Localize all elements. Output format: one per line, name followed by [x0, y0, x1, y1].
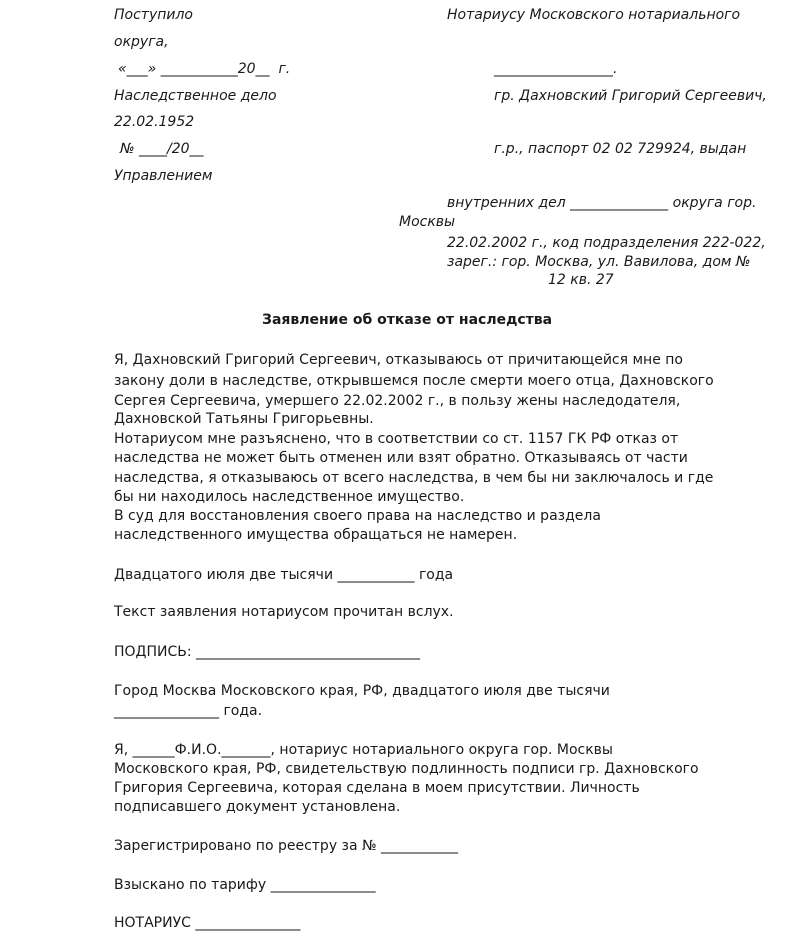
signature-line: ПОДПИСЬ: ________________________________	[114, 644, 421, 660]
read-aloud-line: Текст заявления нотариусом прочитан вслух.	[114, 604, 454, 620]
registered-line: зарег.: гор. Москва, ул. Вавилова, дом №	[447, 254, 751, 270]
date-line: Двадцатого июля две тысячи ___________ года	[114, 567, 454, 583]
apartment-line: 12 кв. 27	[548, 272, 614, 288]
body-line: наследства не может быть отменен или взят обратно. Отказываясь от части	[114, 450, 688, 466]
registry-line: Зарегистрировано по реестру за № ___________	[114, 838, 459, 854]
applicant-name: гр. Дахновский Григорий Сергеевич,	[494, 88, 767, 104]
addressee: Нотариусу Московского нотариального	[447, 7, 741, 23]
received-label: Поступило	[114, 7, 193, 23]
body-line: Я, Дахновский Григорий Сергеевич, отказываюсь от причитающейся мне по	[114, 352, 683, 368]
city-line-year: _______________ года.	[114, 703, 263, 719]
body-line: Нотариусом мне разъяснено, что в соответствии со ст. 1157 ГК РФ отказ от	[114, 431, 679, 447]
city-line: Город Москва Московского края, РФ, двадцатого июля две тысячи	[114, 683, 610, 699]
body-line: бы ни находилось наследственное имущество.	[114, 489, 465, 505]
document-title: Заявление об отказе от наследства	[262, 312, 553, 328]
case-date: 22.02.1952	[114, 114, 195, 130]
case-label: Наследственное дело	[114, 88, 277, 104]
notary-line: подписавшего документ установлена.	[114, 799, 401, 815]
body-line: наследственного имущества обращаться не намерен.	[114, 527, 518, 543]
tariff-line: Взыскано по тарифу _______________	[114, 877, 376, 893]
district-blank: _________________.	[494, 61, 618, 77]
passport-line: г.р., паспорт 02 02 729924, выдан	[494, 141, 747, 157]
department-label: Управлением	[114, 168, 213, 184]
body-line: наследства, я отказываюсь от всего наследства, в чем бы ни заключалось и где	[114, 470, 714, 486]
internal-affairs-line: внутренних дел ______________ округа гор.	[447, 195, 757, 211]
district-label: округа,	[114, 34, 169, 50]
notary-sign-line: НОТАРИУС _______________	[114, 915, 301, 931]
notary-line: Московского края, РФ, свидетельствую подлинность подписи гр. Дахновского	[114, 761, 699, 777]
body-line: В суд для восстановления своего права на наследство и раздела	[114, 508, 601, 524]
notary-line: Я, ______Ф.И.О._______, нотариус нотариального округа гор. Москвы	[114, 742, 613, 758]
issue-date-line: 22.02.2002 г., код подразделения 222-022,	[447, 235, 766, 251]
notary-line: Григория Сергеевича, которая сделана в моем присутствии. Личность	[114, 780, 640, 796]
body-line: закону доли в наследстве, открывшемся после смерти моего отца, Дахновского	[114, 373, 714, 389]
body-line: Сергея Сергеевича, умершего 22.02.2002 г., в пользу жены наследодателя,	[114, 393, 681, 409]
body-line: Дахновской Татьяны Григорьевны.	[114, 411, 374, 427]
moscow-label: Москвы	[399, 214, 456, 230]
case-number: № ____/20__	[120, 141, 204, 157]
date-blank: «___» ___________20__ г.	[118, 61, 291, 77]
